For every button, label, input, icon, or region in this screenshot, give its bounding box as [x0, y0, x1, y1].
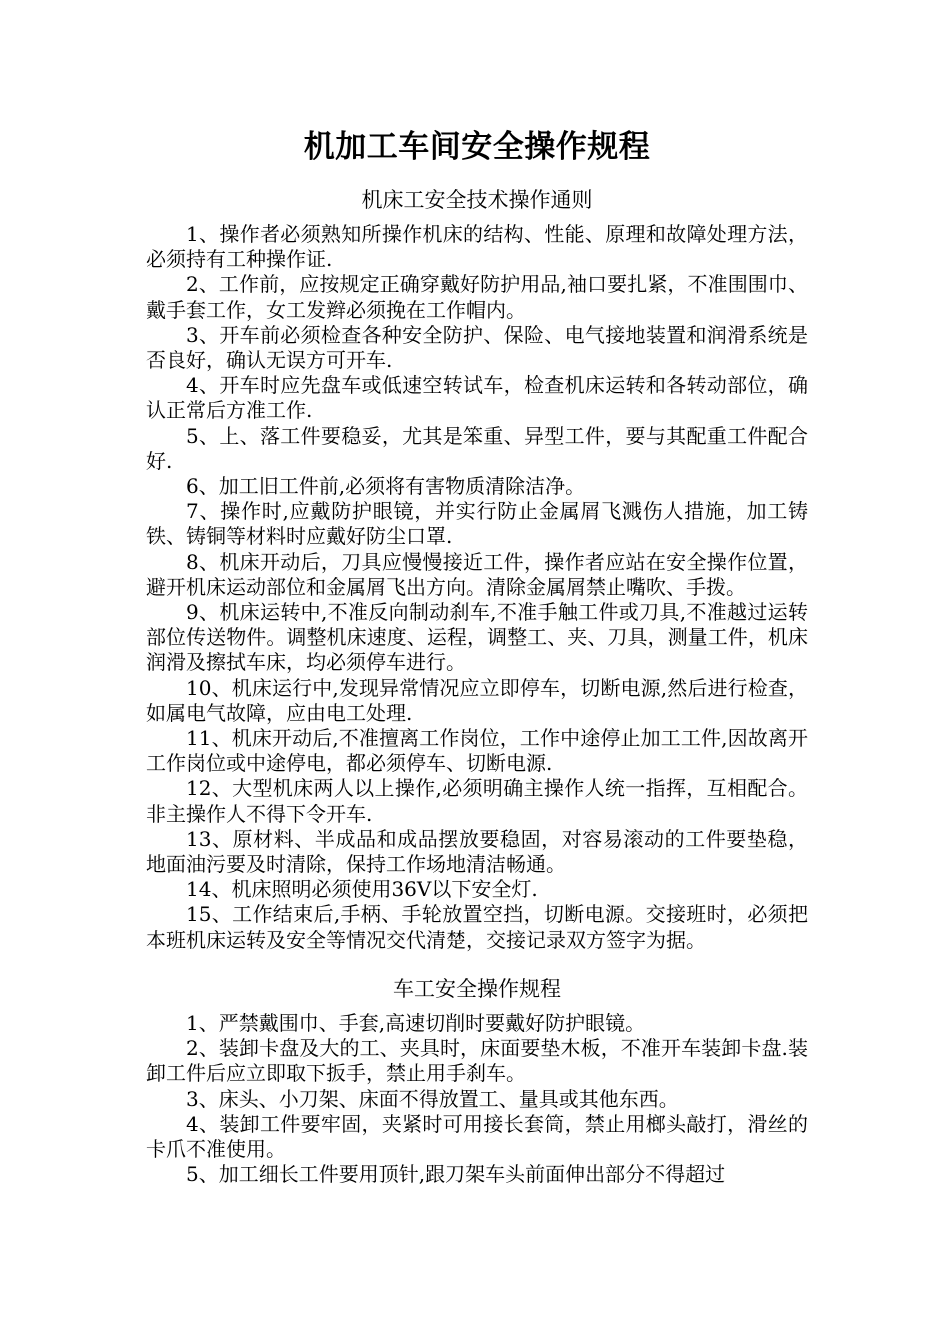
- rule-paragraph: 11、机床开动后,不准擅离工作岗位，工作中途停止加工工件,因故离开工作岗位或中途停电，都必须停车、切断电源.: [146, 726, 808, 776]
- rule-paragraph: 1、严禁戴围巾、手套,高速切削时要戴好防护眼镜。: [186, 1010, 646, 1035]
- document-page: [146, 118, 808, 1187]
- rule-paragraph: 1、操作者必须熟知所操作机床的结构、性能、原理和故障处理方法，必须持有工种操作证.: [146, 222, 808, 272]
- rule-paragraph: 2、工作前，应按规定正确穿戴好防护用品,袖口要扎紧，不准围围巾、戴手套工作，女工发辫必须挽在工作帽内。: [146, 272, 808, 322]
- rule-paragraph: 9、机床运转中,不准反向制动刹车,不准手触工件或刀具,不准越过运转部位传送物件。调整机床速度、运程，调整工、夹、刀具，测量工件，机床润滑及擦拭车床，均必须停车进行。: [146, 600, 808, 675]
- rule-paragraph: 2、装卸卡盘及大的工、夹具时，床面要垫木板，不准开车装卸卡盘.装卸工件后应立即取下扳手，禁止用手刹车。: [146, 1036, 808, 1086]
- rule-paragraph: 6、加工旧工件前,必须将有害物质清除洁净。: [186, 474, 586, 499]
- rule-paragraph: 12、大型机床两人以上操作,必须明确主操作人统一指挥，互相配合。非主操作人不得下令开车.: [146, 776, 808, 826]
- document-title: 机加工车间安全操作规程: [303, 129, 651, 165]
- rule-paragraph: 10、机床运行中,发现异常情况应立即停车，切断电源,然后进行检查，如属电气故障，应由电工处理.: [146, 675, 808, 725]
- rule-paragraph: 5、加工细长工件要用顶针,跟刀架车头前面伸出部分不得超过: [186, 1162, 726, 1187]
- section-general-rules: [146, 178, 808, 953]
- section-heading-general-rules: 机床工安全技术操作通则: [361, 188, 593, 212]
- rule-paragraph: 15、工作结束后,手柄、手轮放置空挡，切断电源。交接班时，必须把本班机床运转及安全等情况交代清楚，交接记录双方签字为据。: [146, 902, 808, 952]
- rule-paragraph: 3、床头、小刀架、床面不得放置工、量具或其他东西。: [186, 1086, 679, 1111]
- rule-paragraph: 3、开车前必须检查各种安全防护、保险、电气接地装置和润滑系统是否良好，确认无误方可开车.: [146, 322, 808, 373]
- rule-paragraph: 4、开车时应先盘车或低速空转试车，检查机床运转和各转动部位，确认正常后方准工作.: [146, 373, 808, 423]
- rule-paragraph: 5、上、落工件要稳妥，尤其是笨重、异型工件，要与其配重工件配合好.: [146, 423, 808, 473]
- section-heading-lathe-rules: 车工安全操作规程: [393, 976, 561, 1001]
- section-lathe-rules: [146, 967, 808, 1187]
- rule-paragraph: 7、操作时,应戴防护眼镜，并实行防止金属屑飞溅伤人措施，加工铸铁、铸铜等材料时应戴好防尘口罩.: [146, 499, 808, 549]
- rule-paragraph: 4、装卸工件要牢固，夹紧时可用接长套筒，禁止用榔头敲打，滑丝的卡爪不准使用。: [146, 1111, 808, 1161]
- rule-paragraph: 8、机床开动后，刀具应慢慢接近工件，操作者应站在安全操作位置，避开机床运动部位和金属屑飞出方向。清除金属屑禁止嘴吹、手拨。: [146, 549, 808, 599]
- rule-paragraph: 14、机床照明必须使用36V以下安全灯.: [186, 877, 538, 902]
- rule-paragraph: 13、原材料、半成品和成品摆放要稳固，对容易滚动的工件要垫稳，地面油污要及时清除，保持工作场地清洁畅通。: [146, 826, 808, 877]
